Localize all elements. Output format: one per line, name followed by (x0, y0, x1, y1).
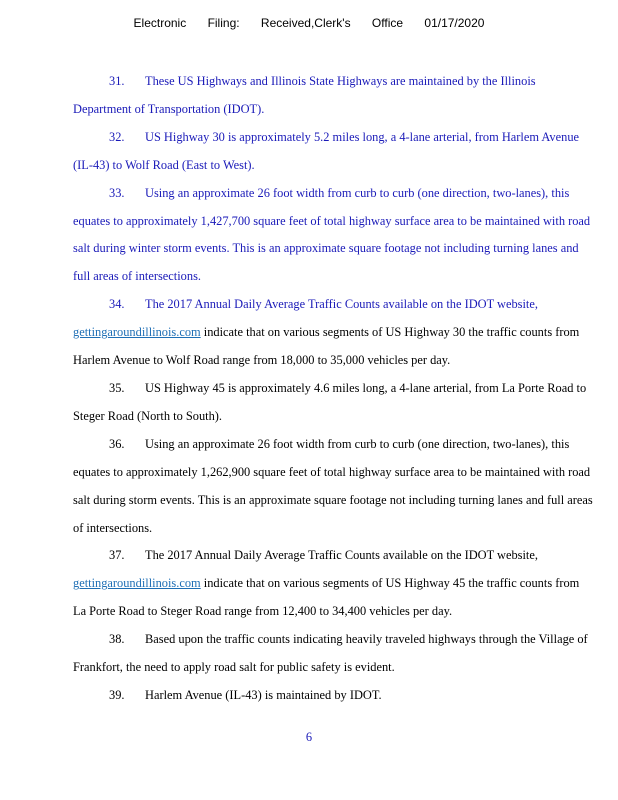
header-received: Received,Clerk's (260, 16, 351, 30)
paragraph-35 (73, 375, 593, 431)
paragraph-number: 31. (109, 74, 125, 88)
paragraph-text: Harlem Avenue (IL-43) is maintained by IDOT. (145, 687, 382, 702)
paragraph-number: 33. (109, 185, 125, 200)
paragraph-text: US Highway 30 is approximately 5.2 miles long, a 4-lane arterial, from Harlem Avenue (IL-43) to Wolf Road (East to West). (73, 129, 580, 172)
paragraph-37 (73, 542, 593, 626)
document-body (73, 68, 593, 710)
paragraph-text-continued: indicate that on various segments of US Highway 45 the traffic counts from La Porte Road to Steger Road range from 12,400 to 34,400 vehicles per day. (73, 576, 580, 619)
paragraph-32 (73, 124, 593, 180)
idot-website-link[interactable]: gettingaroundillinois.com (73, 576, 201, 591)
paragraph-38 (73, 626, 593, 682)
header-filing: Filing: (207, 16, 240, 30)
paragraph-number: 36. (109, 436, 125, 451)
paragraph-39 (73, 682, 593, 710)
page-number: 6 (305, 730, 313, 744)
paragraph-36 (73, 431, 593, 543)
paragraph-text: Using an approximate 26 foot width from curb to curb (one direction, two-lanes), this equates to approximately 1,427,700 square feet of total highway surface area to be maintained with road salt during winter storm events. This is an approximate square footage not including turning lanes and full areas of intersections. (73, 185, 591, 284)
idot-website-link[interactable]: gettingaroundillinois.com (73, 325, 201, 340)
paragraph-number: 32. (109, 129, 125, 144)
paragraph-number: 34. (109, 297, 125, 312)
paragraph-33 (73, 180, 593, 292)
paragraph-text-continued: indicate that on various segments of US Highway 30 the traffic counts from Harlem Avenue to Wolf Road range from 18,000 to 35,000 vehicles per day. (73, 325, 580, 368)
paragraph-text: US Highway 45 is approximately 4.6 miles long, a 4-lane arterial, from La Porte Road to Steger Road (North to South). (73, 380, 587, 423)
paragraph-text: The 2017 Annual Daily Average Traffic Counts available on the IDOT website, (145, 548, 538, 563)
paragraph-number: 38. (109, 632, 125, 647)
paragraph-number: 37. (109, 548, 125, 563)
header-date: 01/17/2020 (424, 16, 485, 30)
paragraph-text: Using an approximate 26 foot width from curb to curb (one direction, two-lanes), this equates to approximately 1,262,900 square feet of total highway surface area to be maintained with road salt during storm events. This is an approximate square footage not including turning lanes and full areas of intersections. (73, 436, 593, 535)
paragraph-34 (73, 291, 593, 375)
paragraph-text: Based upon the traffic counts indicating heavily traveled highways through the Village of Frankfort, the need to apply road salt for public safety is evident. (73, 632, 588, 675)
paragraph-text: These US Highways and Illinois State Highways are maintained by the Illinois Department of Transportation (IDOT). (73, 74, 536, 116)
paragraph-number: 35. (109, 380, 125, 395)
header-electronic: Electronic (133, 16, 187, 30)
header-office: Office (371, 16, 404, 30)
paragraph-text: The 2017 Annual Daily Average Traffic Counts available on the IDOT website, (145, 297, 538, 312)
paragraph-number: 39. (109, 687, 125, 702)
paragraph-31 (73, 68, 593, 124)
filing-stamp-header (0, 16, 618, 30)
